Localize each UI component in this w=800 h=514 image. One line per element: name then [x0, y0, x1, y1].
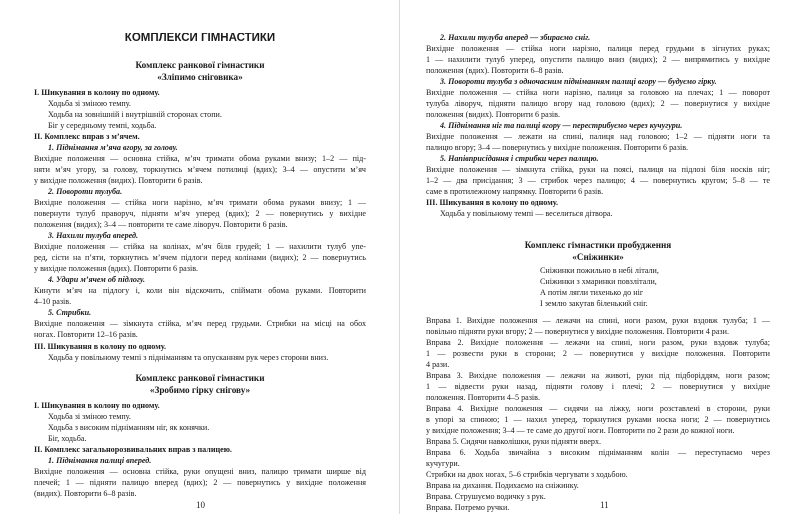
text-line: Біг, ходьба. — [48, 434, 87, 443]
text-line: повернути тулуб праворуч, підняти м’яч уперед (вдих); 2 — повернутись у вихідне — [34, 209, 366, 218]
text-line: Вправа 3. Вихідне положення — лежачи на животі, руки під підборіддям, ноги разом; — [426, 371, 770, 380]
text-line: 1 — відвести руки назад, підняти голову і плечі; 2 — повернутися у вихідне — [426, 382, 770, 391]
text-line: Вправа на дихання. Подихаємо на сніжинку. — [426, 481, 579, 490]
text-line: Вихідне положення — основна стійка, м’яч тримати обома руками внизу; 1–2 — під- — [34, 154, 366, 163]
text-line: Вправа 4. Вихідне положення — сидячи на ліжку, ноги розставлені в сторони, руки — [426, 404, 770, 413]
text-line: 1 — нахилити тулуб уперед, опустити палицю вниз (видих); 2 — випрямитись у вихідне — [426, 55, 770, 64]
text-line: ІІІ. Шикування в колону по одному. — [34, 342, 166, 351]
section-subtitle: «Зробимо гірку снігову» — [149, 385, 251, 395]
text-line: в упорі за спиною; 1 — нахил уперед, торкнутися руками носка ноги; 2 — повернутись — [426, 415, 770, 424]
text-line: Вихідне положення — лежати на спині, палиця над головою; 1–2 — підняти ноги та — [426, 132, 770, 141]
text-line: палицю вгору; 3–4 — повернутись у вихідне положення. Повторити 6 разів. — [426, 143, 689, 152]
text-line: 4 рази. — [426, 360, 450, 369]
text-line: Вихідне положення — основна стійка, руки опущені вниз, палицю тримати ширше від — [34, 467, 366, 476]
text-line: ред, сісти на п’яти, торкнутись м’ячем підлоги перед колінами (видих); 2 — повернутись — [34, 253, 366, 262]
text-line: плечей; 1 — підняти палицю вперед (вдих); 2 — повернутись у вихідне положення — [34, 478, 366, 487]
text-line: Вихідне положення — зімкнута стійка, руки на поясі, палиця на підлозі біля носків ніг; — [426, 165, 770, 174]
text-line: у вихідне положення; 3–4 — те саме до другої ноги. Повторити по 2 рази до кожної ноги. — [426, 426, 735, 435]
text-line: ІІ. Комплекс загальнорозвивальних вправ з палицею. — [34, 445, 232, 454]
text-line: 3. Повороти тулуба з одночасним підніманням палиці вгору — будуємо гірку. — [440, 77, 717, 86]
poem-line: А потім лягли тихенько до ніг — [540, 288, 644, 297]
text-line: (видих). Повторити 6–8 разів. — [34, 489, 137, 498]
section-heading: Комплекс ранкової гімнастики — [135, 373, 265, 383]
poem-line: Сніжинки пожильно в небі літали, — [540, 266, 659, 275]
text-line: 5. Стрибки. — [48, 308, 92, 317]
text-line: Біг у середньому темпі, ходьба. — [48, 121, 157, 130]
text-line: Вправа 5. Сидячи навколішки, руки підняти вверх. — [426, 437, 602, 446]
text-line: Стрибки на двох ногах, 5–6 стрибків чергувати з ходьбою. — [426, 470, 628, 479]
text-line: 1. Піднімання палиці вперед. — [48, 456, 152, 465]
page-number: 11 — [600, 500, 609, 510]
text-line: І. Шикування в колону по одному. — [34, 88, 160, 97]
section-heading: Комплекс гімнастики пробудження — [524, 240, 672, 250]
text-line: 5. Напівприсідання і стрибки через палицю. — [440, 154, 599, 163]
text-line: Вправа. Струшуємо водичку з рук. — [426, 492, 546, 501]
text-line: Вихідне положення — стійка ноги нарізно, палиця перед грудьми в зігнутих руках; — [426, 44, 770, 53]
text-line: 4. Удари м’ячем об підлогу. — [48, 275, 146, 284]
text-line: 1. Піднімання м’яча вгору, за голову. — [48, 143, 178, 152]
text-line: Вихідне положення — стійка на колінах, м’яч біля грудей; 1 — нахилити тулуб упе- — [34, 242, 366, 251]
section-heading: Комплекс ранкової гімнастики — [135, 60, 265, 70]
text-line: кучугури. — [426, 459, 460, 468]
text-line: 1–2 — два присідання; 3 — стрибок через палицю; 4 — повернутись кругом; 5–8 — те — [426, 176, 770, 185]
poem-line: І землю закутав біленький сніг. — [540, 299, 648, 308]
text-line: Вихідне положення — стійка ноги нарізно, палиця за головою на плечах; 1 — поворот — [426, 88, 770, 97]
section-subtitle: «Сніжинки» — [572, 252, 624, 262]
text-line: саме в протилежному напрямку. Повторити 6 разів. — [426, 187, 604, 196]
text-line: 1 — розвести руки в сторони; 2 — повернутися у вихідне положення. Повторити — [426, 349, 770, 358]
text-line: Вихідне положення — стійка ноги нарізно, м’яч тримати обома руками внизу; 1 — — [34, 198, 366, 207]
text-line: Ходьба у повільному темпі з підніманням та опусканням рук через сторони вниз. — [48, 353, 329, 362]
text-line: ІІ. Комплекс вправ з м’ячем. — [34, 132, 140, 141]
text-line: положення (видих); 3–4 — повторити те саме ліворуч. Повторити 6 разів. — [34, 220, 288, 229]
text-line: Вправа. Потремо ручки. — [426, 503, 510, 512]
page-number: 10 — [196, 500, 205, 510]
text-line: повільно підняти руки вгору; 2 — повернутися у вихідне положення. Повторити 4 рази. — [426, 327, 729, 336]
text-line: у вихідне положення (видих). Повторити 6 разів. — [34, 176, 203, 185]
text-line: ІІІ. Шикування в колону по одному. — [426, 198, 558, 207]
book-spine — [399, 0, 400, 514]
text-line: 4. Піднімання ніг та палиці вгору — перестрибуємо через кучугури. — [440, 121, 683, 130]
text-line: Ходьба зі зміною темпу. — [48, 412, 131, 421]
section-subtitle: «Зліпимо сніговика» — [157, 72, 243, 82]
text-line: ногах. Повторити 12–16 разів. — [34, 330, 138, 339]
text-line: положення (вдих). Повторити 6–8 разів. — [426, 66, 564, 75]
text-line: у вихідне положення (вдих). Повторити 6 разів. — [34, 264, 199, 273]
text-line: 2. Повороти тулуба. — [48, 187, 123, 196]
text-line: 2. Нахили тулуба вперед — збираємо сніг. — [440, 33, 591, 42]
text-line: Вправа 1. Вихідне положення — лежачи на спині, ноги разом, руки вздовж тулуба; 1 — — [426, 316, 770, 325]
text-line: тулуба ліворуч, підняти палицю вгору над головою (вдих); 2 — повернутися у вихідне — [426, 99, 770, 108]
text-line: Вправа 2. Вихідне положення — лежачи на спині, ноги разом, руки вздовж тулуба; — [426, 338, 770, 347]
text-line: І. Шикування в колону по одному. — [34, 401, 160, 410]
text-line: Ходьба з високим підніманням ніг, як конячки. — [48, 423, 210, 432]
poem-line: Сніжинки з хмаринки повзлітали, — [540, 277, 657, 286]
text-line: положення (видих). Повторити 6 разів. — [426, 110, 560, 119]
text-line: 4–10 разів. — [34, 297, 72, 306]
text-line: 3. Нахили тулуба вперед. — [48, 231, 139, 240]
text-line: Ходьба на зовнішній і внутрішній сторонах стопи. — [48, 110, 222, 119]
text-line: Вправа 6. Ходьба звичайна з високим підніманням колін — переступаємо через — [426, 448, 770, 457]
text-line: положення. Повторити 4–5 разів. — [426, 393, 541, 402]
text-line: няти м’яч угору, за голову, торкнутись м’ячем потилиці (вдих); 3–4 — опустити м’яч — [34, 165, 366, 174]
text-line: Ходьба у повільному темпі — веселиться дітвора. — [440, 209, 613, 218]
text-line: Ходьба зі зміною темпу. — [48, 99, 131, 108]
text-line: Кинути м’яч на підлогу і, коли він відскочить, спіймати обома руками. Повторити — [34, 286, 366, 295]
page-title: КОМПЛЕКСИ ГІМНАСТИКИ — [124, 33, 276, 44]
text-line: Вихідне положення — зімкнута стійка, м’яч перед грудьми. Стрибки на місці на обох — [34, 319, 366, 328]
